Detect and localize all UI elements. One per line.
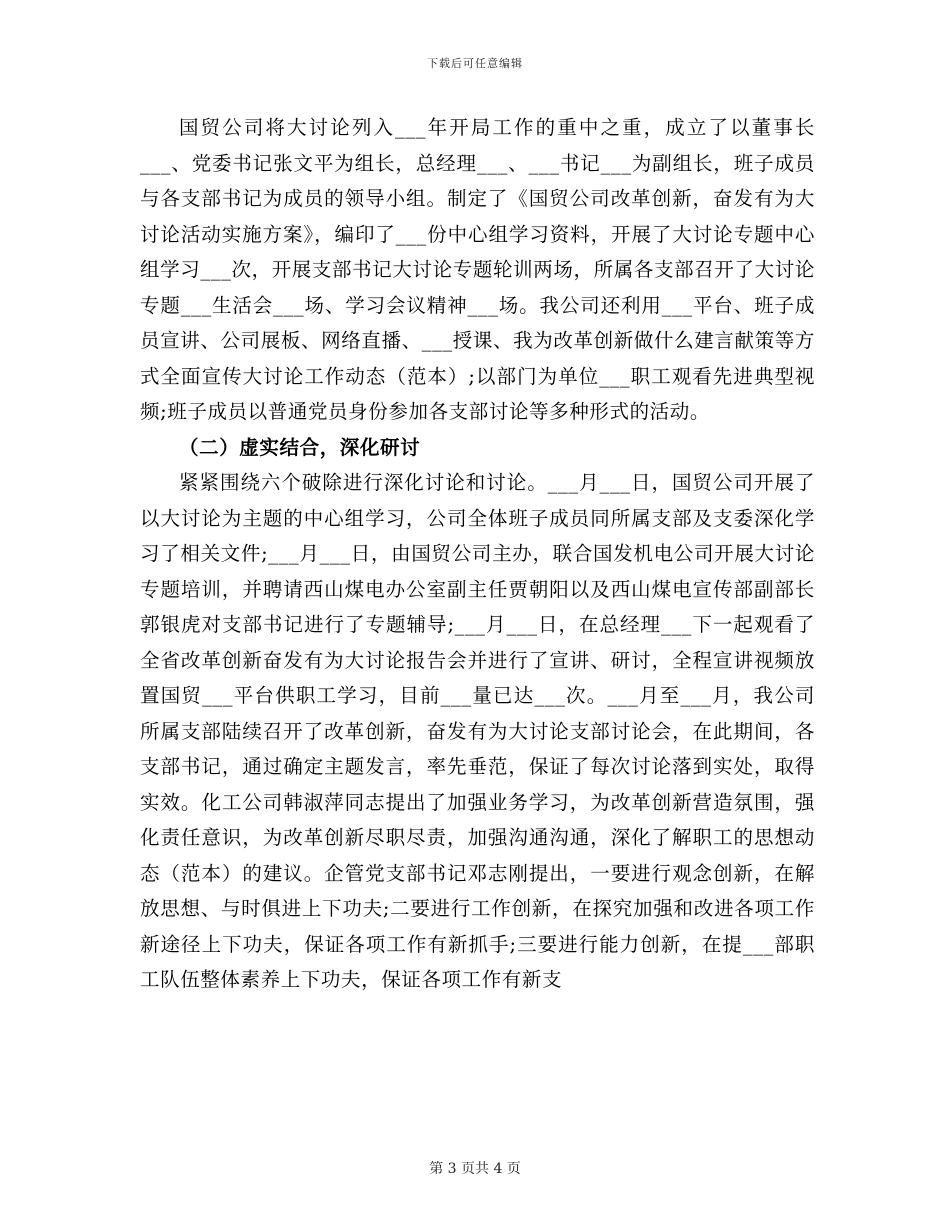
page-header: 下载后可任意编辑: [427, 57, 523, 70]
body-paragraph: 紧紧围绕六个破除进行深化讨论和讨论。___月___日，国贸公司开展了以大讨论为主题的中心组学习，公司全体班子成员同所属支部及支委深化学习了相关文件;___月___日，由国贸公司主办，联合国发机电公司开展大讨论专题培训，并聘请西山煤电办公室副主任贾朝阳以及西山煤电宣传部副部长郭银虎对支部书记进行了专题辅导;___月___日，在总经理___下一起观看了全省改革创新奋发有为大讨论报告会并进行了宣讲、研讨，全程宣讲视频放置国贸___平台供职工学习，目前___量已达___次。___月至___月，我公司所属支部陆续召开了改革创新，奋发有为大讨论支部讨论会，在此期间，各支部书记，通过确定主题发言，率先垂范，保证了每次讨论落到实处，取得实效。化工公司韩淑萍同志提出了加强业务学习，为改革创新营造氛围，强化责任意识，为改革创新尽职尽责，加强沟通沟通，深化了解职工的思想动态（范本）的建议。企管党支部书记邓志刚提出，一要进行观念创新，在解放思想、与时俱进上下功夫;二要进行工作创新，在探究加强和改进各项工作新途径上下功夫，保证各项工作有新抓手;三要进行能力创新，在提___部职工队伍整体素养上下功夫，保证各项工作有新支: [140, 471, 815, 991]
document-body: [140, 110, 815, 998]
body-paragraph: 国贸公司将大讨论列入___年开局工作的重中之重，成立了以董事长___、党委书记张文平为组长，总经理___、___书记___为副组长，班子成员与各支部书记为成员的领导小组。制定了《国贸公司改革创新，奋发有为大讨论活动实施方案》，编印了___份中心组学习资料，开展了大讨论专题中心组学习___次，开展支部书记大讨论专题轮训两场，所属各支部召开了大讨论专题___生活会___场、学习会议精神___场。我公司还利用___平台、班子成员宣讲、公司展板、网络直播、___授课、我为改革创新做什么建言献策等方式全面宣传大讨论工作动态（范本）;以部门为单位___职工观看先进典型视频;班子成员以普通党员身份参加各支部讨论等多种形式的活动。: [140, 116, 815, 423]
section-heading: （二）虚实结合，深化研讨: [179, 435, 421, 459]
page-number: 第 3 页共 4 页: [429, 1161, 521, 1177]
